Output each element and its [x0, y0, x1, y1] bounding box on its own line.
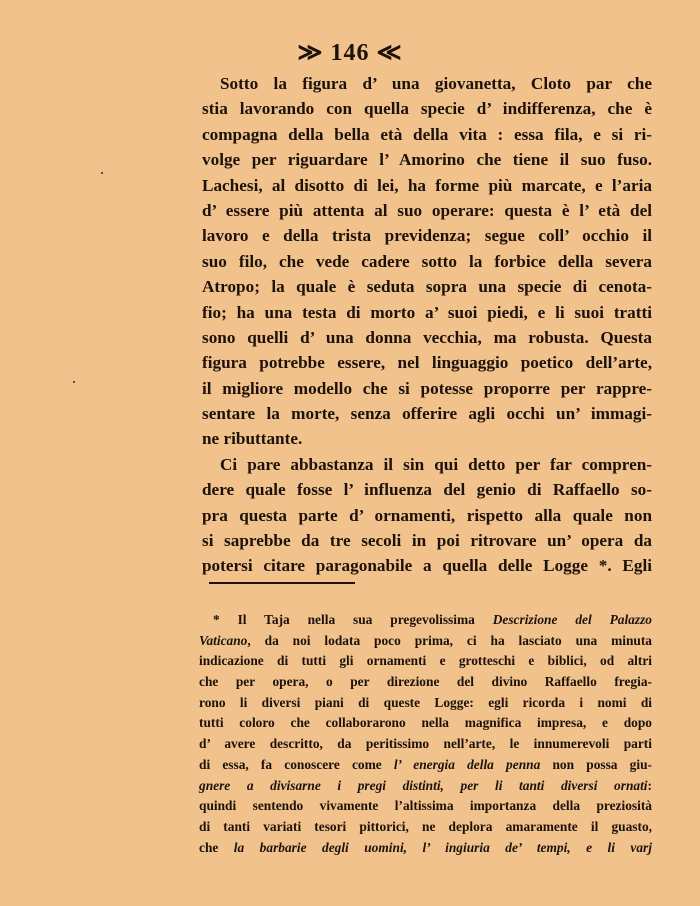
footnote-line: di tanti variati tesori pittorici, ne deplora amaramente il guasto, — [199, 818, 652, 834]
footnote-line: d’ avere descritto, da peritissimo nell’arte, le innumerevoli parti — [199, 736, 652, 752]
text-line: suo filo, che vede cadere sotto la forbice della severa — [202, 251, 652, 271]
footnote-divider — [209, 582, 355, 584]
footnote-line: gnere a divisarne i pregi distinti, per li tanti diversi ornati: — [199, 777, 652, 793]
footnote-line: rono li diversi piani di queste Logge: egli ricorda i nomi di — [199, 694, 652, 710]
text-line: sono quelli d’ una donna vecchia, ma robusta. Questa — [202, 327, 652, 347]
text-line: Ci pare abbastanza il sin qui detto per far compren- — [220, 454, 652, 474]
text-line: volge per riguardare l’ Amorino che tiene il suo fuso. — [202, 150, 652, 170]
text-line: stia lavorando con quella specie d’ indifferenza, che è — [202, 99, 652, 119]
text-line: Lachesi, al disotto di lei, ha forme più marcate, e l’aria — [202, 175, 652, 195]
text-line: pra questa parte d’ ornamenti, rispetto alla quale non — [202, 505, 652, 525]
footnote-line: che per opera, o per direzione del divino Raffaello fregia- — [199, 674, 652, 690]
footnote-line: tutti coloro che collaborarono nella magnifica impresa, e dopo — [199, 715, 652, 731]
text-line: Atropo; la quale è seduta sopra una specie di cenota- — [202, 277, 652, 297]
text-line: dere quale fosse l’ influenza del genio di Raffaello so- — [202, 480, 652, 500]
main-text — [202, 71, 652, 579]
footnote-line: indicazione di tutti gli ornamenti e grotteschi e biblici, od altri — [199, 653, 652, 669]
paper-speck — [101, 172, 103, 174]
text-line: potersi citare paragonabile a quella delle Logge *. Egli — [202, 556, 652, 576]
paper-speck — [73, 381, 75, 383]
text-line: compagna della bella età della vita : essa fila, e si ri- — [202, 124, 652, 144]
text-line: fio; ha una testa di morto a’ suoi piedi, e li suoi tratti — [202, 302, 652, 322]
footnote-line: Vaticano, da noi lodata poco prima, ci ha lasciato una minuta — [199, 632, 652, 648]
text-line: Sotto la figura d’ una giovanetta, Cloto par che — [220, 74, 652, 93]
footnote-line: quindi sentendo vivamente l’altissima importanza della preziosità — [199, 798, 652, 814]
text-line: si saprebbe da tre secoli in poi ritrovare un’ opera da — [202, 531, 652, 551]
footnote — [199, 610, 652, 858]
text-line: d’ essere più attenta al suo operare: questa è l’ età del — [202, 200, 652, 220]
text-line: il migliore modello che si potesse proporre per rappre- — [202, 378, 652, 398]
footnote-line: * Il Taja nella sua pregevolissima Descrizione del Palazzo — [213, 612, 652, 627]
page-number: ≫ 146 ≪ — [297, 40, 403, 66]
text-line: lavoro e della trista previdenza; segue coll’ occhio il — [202, 226, 652, 246]
text-line: figura potrebbe essere, nel linguaggio poetico dell’arte, — [202, 353, 652, 373]
text-line: ne ributtante. — [202, 429, 303, 449]
footnote-line: che la barbarie degli uomini, l’ ingiuria de’ tempi, e li varj — [199, 839, 652, 855]
text-line: sentare la morte, senza offerire agli occhi un’ immagi- — [202, 404, 652, 424]
footnote-line: di essa, fa conoscere come l’ energia della penna non possa giu- — [199, 756, 653, 772]
